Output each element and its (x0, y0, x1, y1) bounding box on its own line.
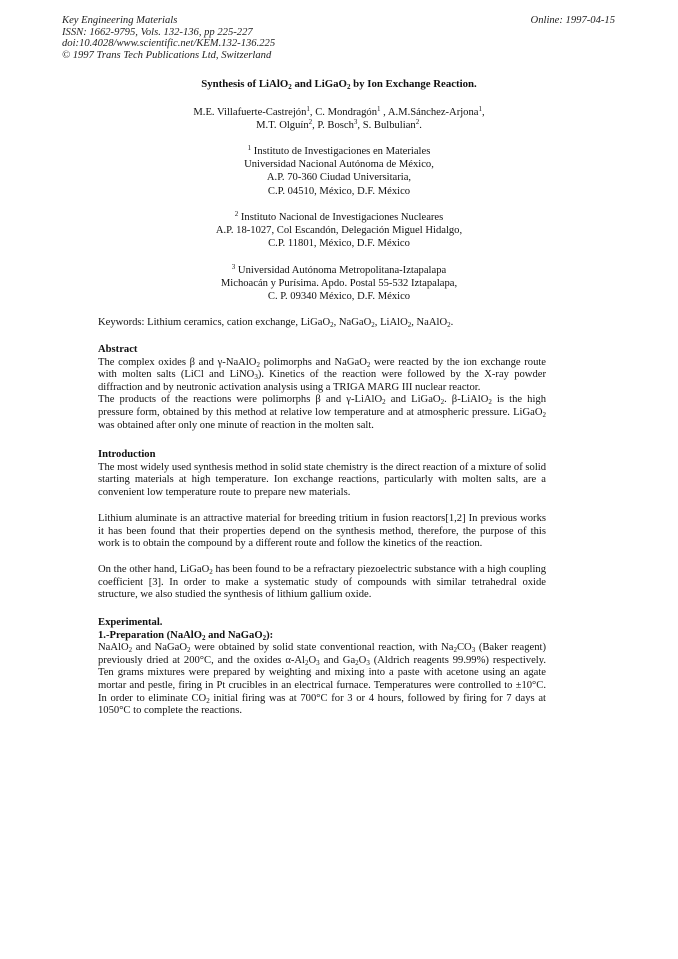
paper-title: Synthesis of LiAlO$_2$ and LiGaO$_2$ by Ion Exchange Reaction. (201, 78, 477, 91)
introduction-heading: Introduction (98, 449, 156, 460)
introduction-paragraph-2 (98, 513, 546, 551)
affiliation-line: C. P. 09340 México, D.F. México (267, 291, 411, 303)
affiliation-2 (0, 211, 678, 251)
experimental-subheading: 1.-Preparation (NaAlO$_2$ and NaGaO$_2$): (98, 629, 274, 642)
keywords: Keywords: Lithium ceramics, cation exchange, LiGaO$_2$, NaGaO$_2$, LiAlO$_2$, NaAlO$_2$. (98, 317, 454, 329)
affiliation-line: Universidad Nacional Autónoma de México, (244, 159, 434, 171)
journal-copyright: © 1997 Trans Tech Publications Ltd, Switzerland (62, 49, 272, 61)
journal-issn: ISSN: 1662-9795, Vols. 132-136, pp 225-227 (62, 26, 253, 38)
introduction-paragraph-3 (98, 564, 546, 602)
journal-name: Key Engineering Materials (62, 15, 178, 26)
affiliation-line: A.P. 70-360 Ciudad Universitaria, (266, 172, 412, 184)
abstract-paragraph: The complex oxides β and γ-NaAlO$_2$ polimorphs and NaGaO$_2$ were reacted by the ion exchange route with molten salts (LiCl and LiNO$_3$). Kinetics of the reaction were followed by the X-ray powder diffraction and by neutronic activation analysis using a TRIGA MARG III nuclear reactor. (98, 356, 547, 393)
affiliation-3 (0, 264, 678, 304)
experimental-section (98, 617, 546, 718)
abstract-paragraph: The products of the reactions were polimorphs β and γ-LiAlO$_2$ and LiGaO$_2$. β-LiAlO$_2$ is the high pressure form, obtained by this method at relative low temperature and at atmospheric pressure. LiGaO$_2$ was obtained after only one minute of reaction in the molten salt. (98, 394, 546, 431)
affiliation-line: Michoacán y Purísima. Apdo. Postal 55-532 Iztapalapa, (220, 278, 458, 290)
affiliation-1 (0, 145, 678, 198)
abstract-heading: Abstract (98, 344, 138, 355)
journal-header (62, 15, 275, 61)
experimental-paragraph: NaAlO$_2$ and NaGaO$_2$ were obtained by solid state conventional reaction, with $Na_2CO_3$ (Baker reagent) previously dried at 200°C, and the oxides $\alpha-Al_2O_3$ and $Ga_2O_3$ (Aldrich reagents 99.99%) respectively. Ten grams mixtures were prepared by weighting and mixing into a paste with acetone using an agate mortar and pestle, firing in Pt crucibles in an electrical furnace. Temperatures were controlled to ±10°C. In order to eliminate $CO_2$ initial firing was at 700°C for 3 or 4 hours, followed by firing for 7 days at 1050°C to complete the reactions. (98, 642, 547, 717)
affiliation-line: C.P. 04510, México, D.F. México (267, 185, 411, 197)
author-line-1: M.E. Villafuerte-Castrejón$^1$, C. Mondragón$^1$ , A.M.Sánchez-Arjona$^1$, (193, 105, 485, 118)
affiliation-line: C.P. 11801, México, D.F. México (268, 238, 410, 250)
online-date: Online: 1997-04-15 (530, 15, 615, 26)
affiliation-name: $^3$ Universidad Autónoma Metropolitana-Iztapalapa (231, 263, 447, 276)
affiliation-name: $^1$ Instituto de Investigaciones en Materiales (247, 144, 431, 157)
introduction-paragraph: Lithium aluminate is an attractive material for breeding tritium in fusion reactors[1,2] In previous works it has been found that their properties depend on the synthesis method, therefore, the purpose of this work is to obtain the compound by a different route and follow the kinetics of the reaction. (98, 513, 546, 550)
abstract-section (98, 344, 546, 432)
introduction-section (98, 449, 546, 499)
affiliation-line: A.P. 18-1027, Col Escandón, Delegación Miguel Hidalgo, (215, 225, 463, 237)
journal-doi: doi:10.4028/www.scientific.net/KEM.132-136.225 (62, 38, 276, 50)
introduction-paragraph: On the other hand, LiGaO$_2$ has been found to be a refractary piezoelectric substance with a high coupling coefficient [3]. In order to make a systematic study of compounds with similar tetrahedral oxide structure, we also studied the synthesis of lithium gallium oxide. (98, 564, 546, 601)
experimental-heading: Experimental. (98, 617, 163, 628)
introduction-paragraph: The most widely used synthesis method in solid state chemistry is the direct reaction of a mixture of solid starting materials at high temperature. Ion exchange reactions, particularly with molten salts, are a convenient low temperature route to prepare new materials. (98, 461, 546, 498)
author-list (0, 106, 678, 132)
affiliation-name: $^2$ Instituto Nacional de Investigaciones Nucleares (234, 210, 444, 223)
author-line-2: M.T. Olguín$^2$, P. Bosch$^3$, S. Bulbulian$^2$. (256, 118, 422, 132)
